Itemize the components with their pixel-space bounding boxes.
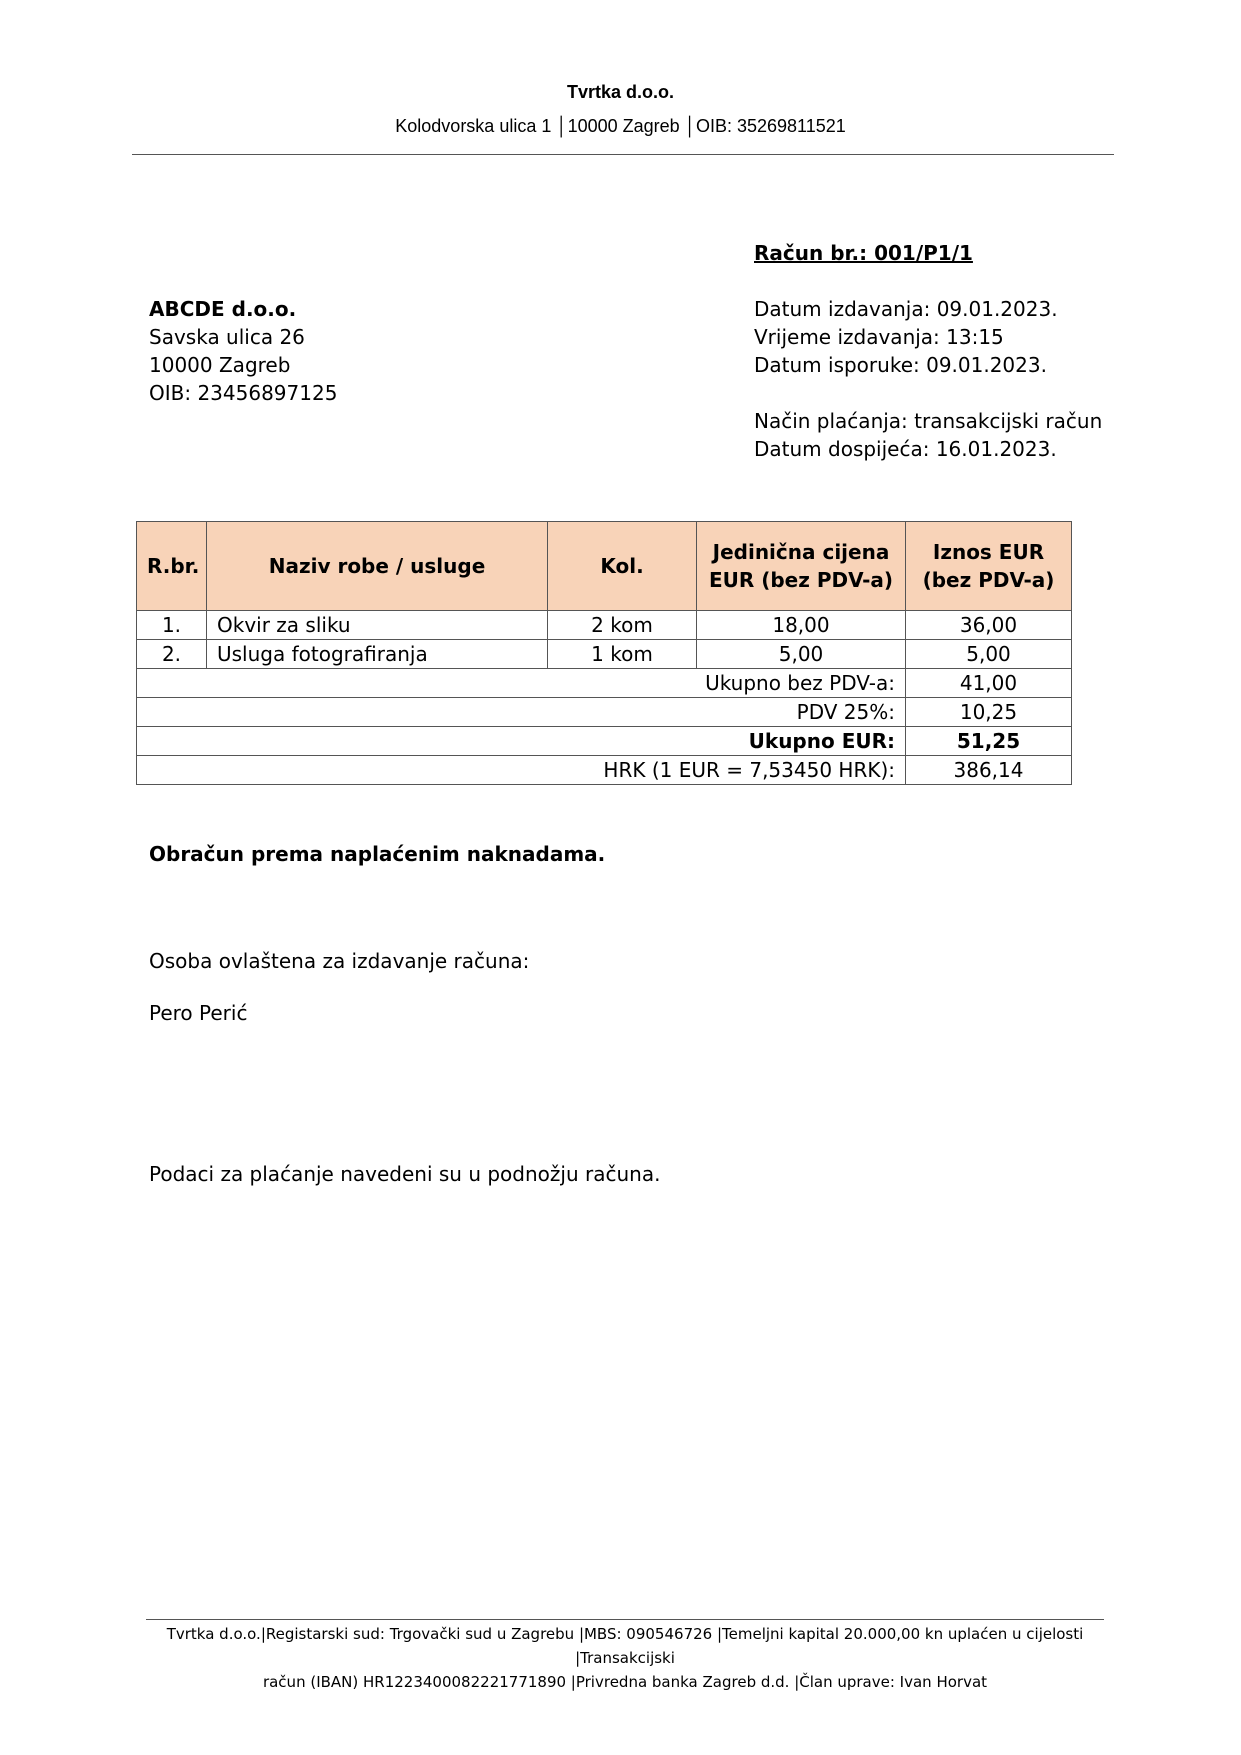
header-amount: Iznos EUR (bez PDV-a) xyxy=(906,522,1072,611)
company-name: Tvrtka d.o.o. xyxy=(566,82,674,102)
authorized-person-name: Pero Perić xyxy=(149,1001,248,1025)
table-row xyxy=(137,640,1072,669)
buyer-street: Savska ulica 26 xyxy=(149,325,305,349)
buyer-block xyxy=(149,295,337,407)
vat-value: 10,25 xyxy=(906,698,1072,727)
table-header-row xyxy=(137,522,1072,611)
hrk-row xyxy=(137,756,1072,785)
payment-reference-note: Podaci za plaćanje navedeni su u podnožju računa. xyxy=(149,1162,661,1186)
total-value: 51,25 xyxy=(906,727,1072,756)
row-amount: 36,00 xyxy=(906,611,1072,640)
row-rbr: 2. xyxy=(137,640,207,669)
issue-time: Vrijeme izdavanja: 13:15 xyxy=(754,325,1004,349)
buyer-oib: OIB: 23456897125 xyxy=(149,381,338,405)
footer-line-1: Tvrtka d.o.o.|Registarski sud: Trgovački sud u Zagrebu |MBS: 090546726 |Temeljni kapital 20.000,00 kn uplaćen u cijelosti |Transakcijski xyxy=(166,1625,1084,1667)
row-unit-price: 5,00 xyxy=(697,640,906,669)
items-table xyxy=(136,521,1072,785)
invoice-dates xyxy=(754,295,1058,379)
buyer-name: ABCDE d.o.o. xyxy=(149,297,297,321)
subtotal-row xyxy=(137,669,1072,698)
vat-row xyxy=(137,698,1072,727)
row-qty: 2 kom xyxy=(548,611,697,640)
vat-label: PDV 25%: xyxy=(137,698,906,727)
total-row xyxy=(137,727,1072,756)
payment-method: Način plaćanja: transakcijski račun xyxy=(754,409,1103,433)
header-name: Naziv robe / usluge xyxy=(207,522,548,611)
total-label: Ukupno EUR: xyxy=(137,727,906,756)
company-address: Kolodvorska ulica 1 │10000 Zagreb │OIB: 35269811521 xyxy=(395,116,846,136)
header-divider xyxy=(132,154,1114,155)
table-row xyxy=(137,611,1072,640)
payment-info xyxy=(754,407,1102,463)
header-qty: Kol. xyxy=(548,522,697,611)
subtotal-value: 41,00 xyxy=(906,669,1072,698)
hrk-label: HRK (1 EUR = 7,53450 HRK): xyxy=(137,756,906,785)
row-name: Usluga fotografiranja xyxy=(207,640,548,669)
footer xyxy=(146,1622,1104,1694)
buyer-city: 10000 Zagreb xyxy=(149,353,291,377)
footer-line-2: račun (IBAN) HR1223400082221771890 |Privredna banka Zagreb d.d. |Član uprave: Ivan Horvat xyxy=(262,1673,988,1691)
calculation-note: Obračun prema naplaćenim naknadama. xyxy=(149,842,606,866)
hrk-value: 386,14 xyxy=(906,756,1072,785)
row-unit-price: 18,00 xyxy=(697,611,906,640)
due-date: Datum dospijeća: 16.01.2023. xyxy=(754,437,1057,461)
delivery-date: Datum isporuke: 09.01.2023. xyxy=(754,353,1047,377)
row-qty: 1 kom xyxy=(548,640,697,669)
header-unit-price: Jedinična cijena EUR (bez PDV-a) xyxy=(697,522,906,611)
row-rbr: 1. xyxy=(137,611,207,640)
authorized-person-label: Osoba ovlaštena za izdavanje računa: xyxy=(149,949,530,973)
header-rbr: R.br. xyxy=(137,522,207,611)
row-name: Okvir za sliku xyxy=(207,611,548,640)
issue-date: Datum izdavanja: 09.01.2023. xyxy=(754,297,1058,321)
subtotal-label: Ukupno bez PDV-a: xyxy=(137,669,906,698)
footer-divider xyxy=(146,1619,1104,1620)
row-amount: 5,00 xyxy=(906,640,1072,669)
invoice-number: Račun br.: 001/P1/1 xyxy=(754,241,973,265)
